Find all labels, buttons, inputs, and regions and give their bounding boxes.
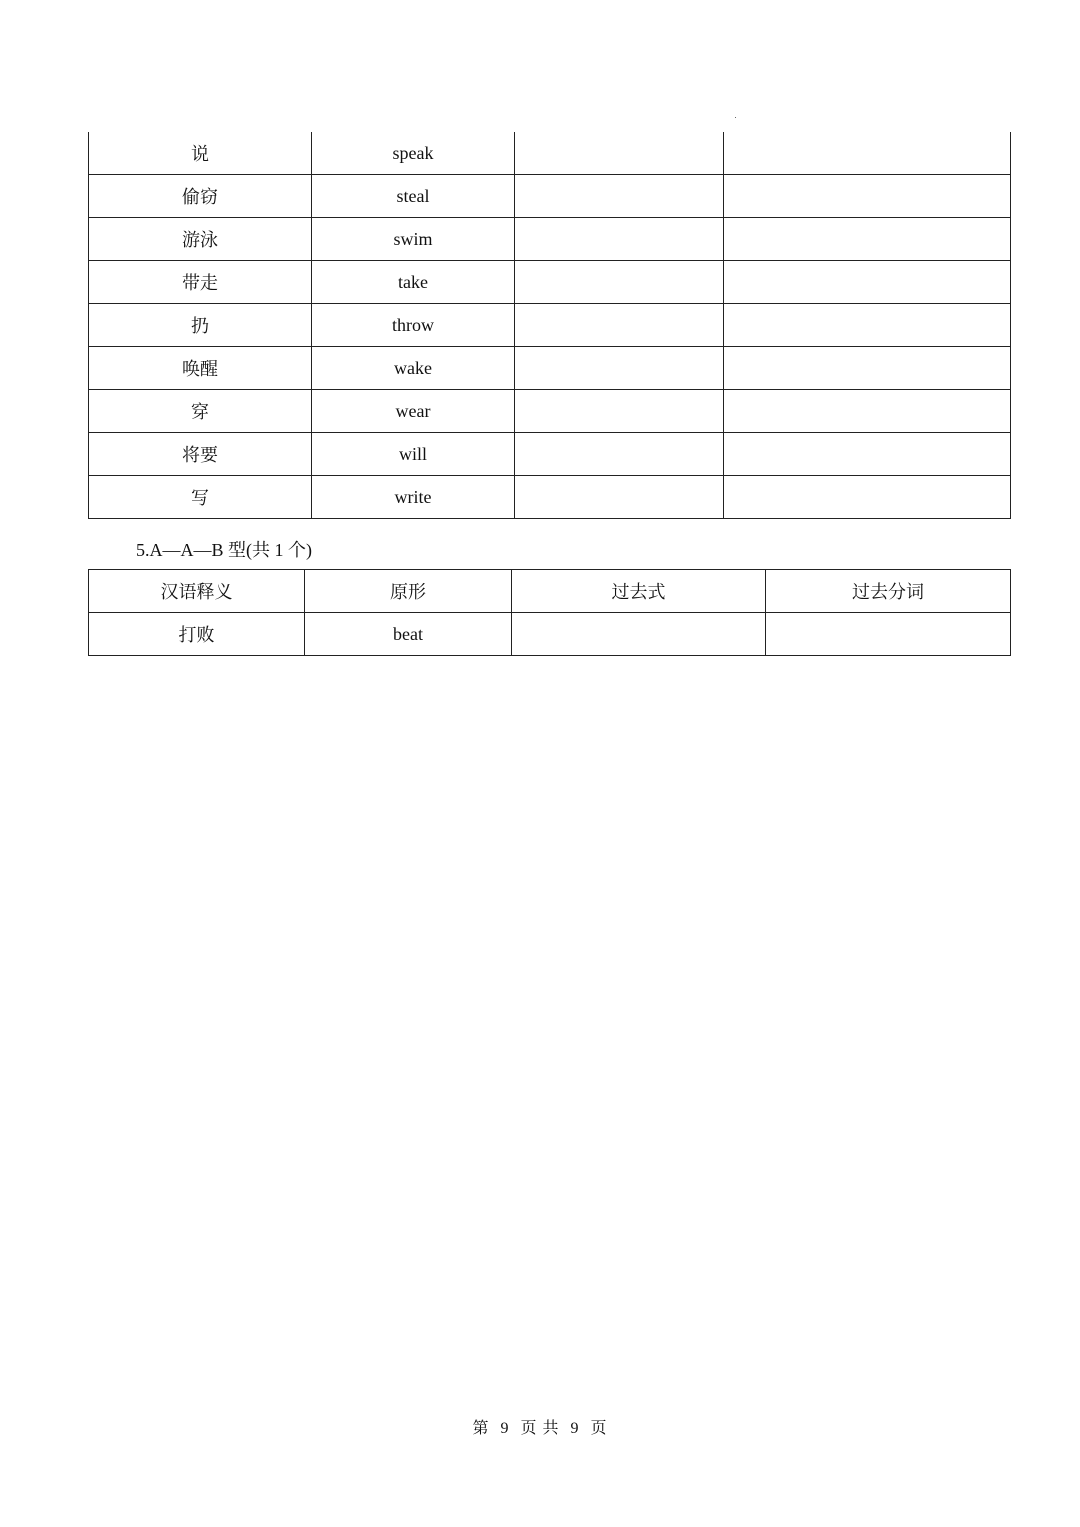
header-past-participle: 过去分词 xyxy=(766,570,1011,613)
base-form-cell: steal xyxy=(312,175,515,218)
meaning-cell: 唤醒 xyxy=(89,347,312,390)
past-participle-cell[interactable] xyxy=(724,218,1011,261)
table-row xyxy=(89,390,1011,433)
past-participle-cell[interactable] xyxy=(724,347,1011,390)
footer-mid: 页 共 xyxy=(520,1420,560,1437)
header-past-tense: 过去式 xyxy=(512,570,766,613)
total-pages: 9 xyxy=(570,1420,580,1437)
past-tense-cell[interactable] xyxy=(512,613,766,656)
header-meaning: 汉语释义 xyxy=(89,570,305,613)
table-row xyxy=(89,347,1011,390)
past-participle-cell[interactable] xyxy=(724,433,1011,476)
meaning-cell: 说 xyxy=(89,132,312,175)
past-participle-cell[interactable] xyxy=(766,613,1011,656)
base-form-cell: will xyxy=(312,433,515,476)
base-form-cell: swim xyxy=(312,218,515,261)
base-form-cell: speak xyxy=(312,132,515,175)
verb-table-continued xyxy=(88,132,1011,519)
past-tense-cell[interactable] xyxy=(515,218,724,261)
past-participle-cell[interactable] xyxy=(724,261,1011,304)
table-row xyxy=(89,132,1011,175)
past-tense-cell[interactable] xyxy=(515,304,724,347)
past-tense-cell[interactable] xyxy=(515,433,724,476)
table-row xyxy=(89,304,1011,347)
past-tense-cell[interactable] xyxy=(515,261,724,304)
table-row xyxy=(89,261,1011,304)
meaning-cell: 打败 xyxy=(89,613,305,656)
past-tense-cell[interactable] xyxy=(515,390,724,433)
past-participle-cell[interactable] xyxy=(724,390,1011,433)
base-form-cell: take xyxy=(312,261,515,304)
base-form-cell: write xyxy=(312,476,515,519)
meaning-cell: 偷窃 xyxy=(89,175,312,218)
past-tense-cell[interactable] xyxy=(515,347,724,390)
meaning-cell: 游泳 xyxy=(89,218,312,261)
meaning-cell: 带走 xyxy=(89,261,312,304)
table-row xyxy=(89,218,1011,261)
meaning-cell: 将要 xyxy=(89,433,312,476)
base-form-cell: wear xyxy=(312,390,515,433)
base-form-cell: wake xyxy=(312,347,515,390)
base-form-cell: beat xyxy=(305,613,512,656)
past-participle-cell[interactable] xyxy=(724,304,1011,347)
meaning-cell: 写 xyxy=(89,476,312,519)
table-row xyxy=(89,175,1011,218)
past-tense-cell[interactable] xyxy=(515,476,724,519)
page-footer xyxy=(0,1415,1080,1438)
footer-suffix: 页 xyxy=(590,1420,608,1437)
past-tense-cell[interactable] xyxy=(515,175,724,218)
footer-prefix: 第 xyxy=(472,1420,490,1437)
header-base-form: 原形 xyxy=(305,570,512,613)
verb-table-aab xyxy=(88,569,1011,656)
table-row xyxy=(89,613,1011,656)
past-participle-cell[interactable] xyxy=(724,175,1011,218)
meaning-cell: 穿 xyxy=(89,390,312,433)
section-heading: 5.A—A—B 型(共 1 个) xyxy=(136,540,312,560)
table-header-row xyxy=(89,570,1011,613)
page-number: 9 xyxy=(500,1420,510,1437)
past-participle-cell[interactable] xyxy=(724,132,1011,175)
meaning-cell: 扔 xyxy=(89,304,312,347)
stray-dot xyxy=(735,117,736,118)
base-form-cell: throw xyxy=(312,304,515,347)
table-row xyxy=(89,476,1011,519)
past-tense-cell[interactable] xyxy=(515,132,724,175)
past-participle-cell[interactable] xyxy=(724,476,1011,519)
table-row xyxy=(89,433,1011,476)
